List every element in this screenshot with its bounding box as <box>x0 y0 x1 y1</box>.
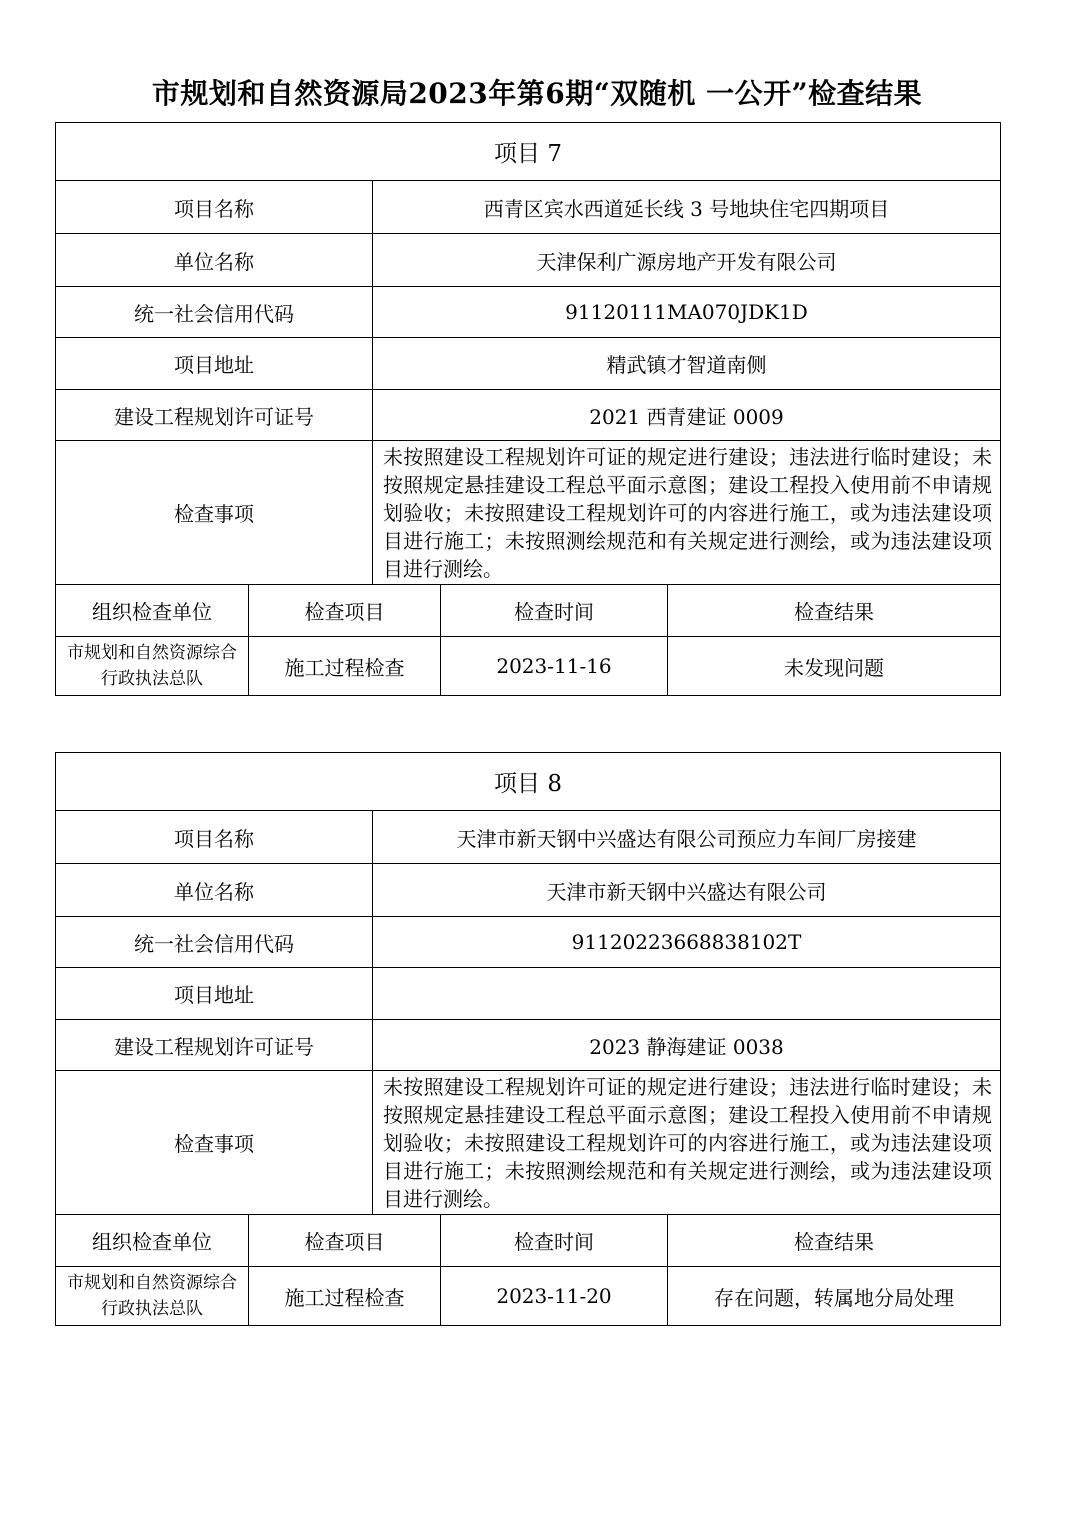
project-name-value: 天津市新天钢中兴盛达有限公司预应力车间厂房接建 <box>373 811 1001 864</box>
credit-code-label: 统一社会信用代码 <box>56 287 373 338</box>
check-result-header: 检查结果 <box>668 1215 1001 1267</box>
check-item-header: 检查项目 <box>249 1215 441 1267</box>
org-unit-header: 组织检查单位 <box>56 585 249 637</box>
permit-label: 建设工程规划许可证号 <box>56 1020 373 1071</box>
unit-name-label: 单位名称 <box>56 234 373 287</box>
unit-name-value: 天津市新天钢中兴盛达有限公司 <box>373 864 1001 917</box>
project-8-table <box>55 752 1001 1326</box>
permit-value: 2021 西青建证 0009 <box>373 390 1001 441</box>
check-time-value: 2023-11-16 <box>441 637 668 696</box>
org-unit-value: 市规划和自然资源综合行政执法总队 <box>56 1267 249 1326</box>
project-name-value: 西青区宾水西道延长线 3 号地块住宅四期项目 <box>373 181 1001 234</box>
inspection-items-label: 检查事项 <box>56 1071 373 1215</box>
permit-label: 建设工程规划许可证号 <box>56 390 373 441</box>
unit-name-label: 单位名称 <box>56 864 373 917</box>
org-unit-value: 市规划和自然资源综合行政执法总队 <box>56 637 249 696</box>
org-unit-header: 组织检查单位 <box>56 1215 249 1267</box>
credit-code-value: 91120111MA070JDK1D <box>373 287 1001 338</box>
inspection-items-value: 未按照建设工程规划许可证的规定进行建设；违法进行临时建设；未按照规定悬挂建设工程总平面示意图；建设工程投入使用前不申请规划验收；未按照建设工程规划许可的内容进行施工，或为违法建设项目进行施工；未按照测绘规范和有关规定进行测绘，或为违法建设项目进行测绘。 <box>373 441 1001 585</box>
check-time-value: 2023-11-20 <box>441 1267 668 1326</box>
unit-name-value: 天津保利广源房地产开发有限公司 <box>373 234 1001 287</box>
check-item-header: 检查项目 <box>249 585 441 637</box>
permit-value: 2023 静海建证 0038 <box>373 1020 1001 1071</box>
credit-code-value: 91120223668838102T <box>373 917 1001 968</box>
project-name-label: 项目名称 <box>56 811 373 864</box>
check-result-header: 检查结果 <box>668 585 1001 637</box>
project-name-label: 项目名称 <box>56 181 373 234</box>
page-title: 市规划和自然资源局2023年第6期“双随机 一公开”检查结果 <box>151 77 923 110</box>
address-label: 项目地址 <box>56 968 373 1020</box>
check-time-header: 检查时间 <box>441 1215 668 1267</box>
project-7-table <box>55 122 1001 696</box>
address-label: 项目地址 <box>56 338 373 390</box>
check-time-header: 检查时间 <box>441 585 668 637</box>
project-header: 项目 8 <box>56 753 1001 811</box>
check-result-value: 未发现问题 <box>668 637 1001 696</box>
check-item-value: 施工过程检查 <box>249 1267 441 1326</box>
check-result-value: 存在问题，转属地分局处理 <box>668 1267 1001 1326</box>
credit-code-label: 统一社会信用代码 <box>56 917 373 968</box>
check-item-value: 施工过程检查 <box>249 637 441 696</box>
inspection-items-label: 检查事项 <box>56 441 373 585</box>
inspection-items-value: 未按照建设工程规划许可证的规定进行建设；违法进行临时建设；未按照规定悬挂建设工程总平面示意图；建设工程投入使用前不申请规划验收；未按照建设工程规划许可的内容进行施工，或为违法建设项目进行施工；未按照测绘规范和有关规定进行测绘，或为违法建设项目进行测绘。 <box>373 1071 1001 1215</box>
address-value <box>373 968 1001 1020</box>
address-value: 精武镇才智道南侧 <box>373 338 1001 390</box>
project-header: 项目 7 <box>56 123 1001 181</box>
